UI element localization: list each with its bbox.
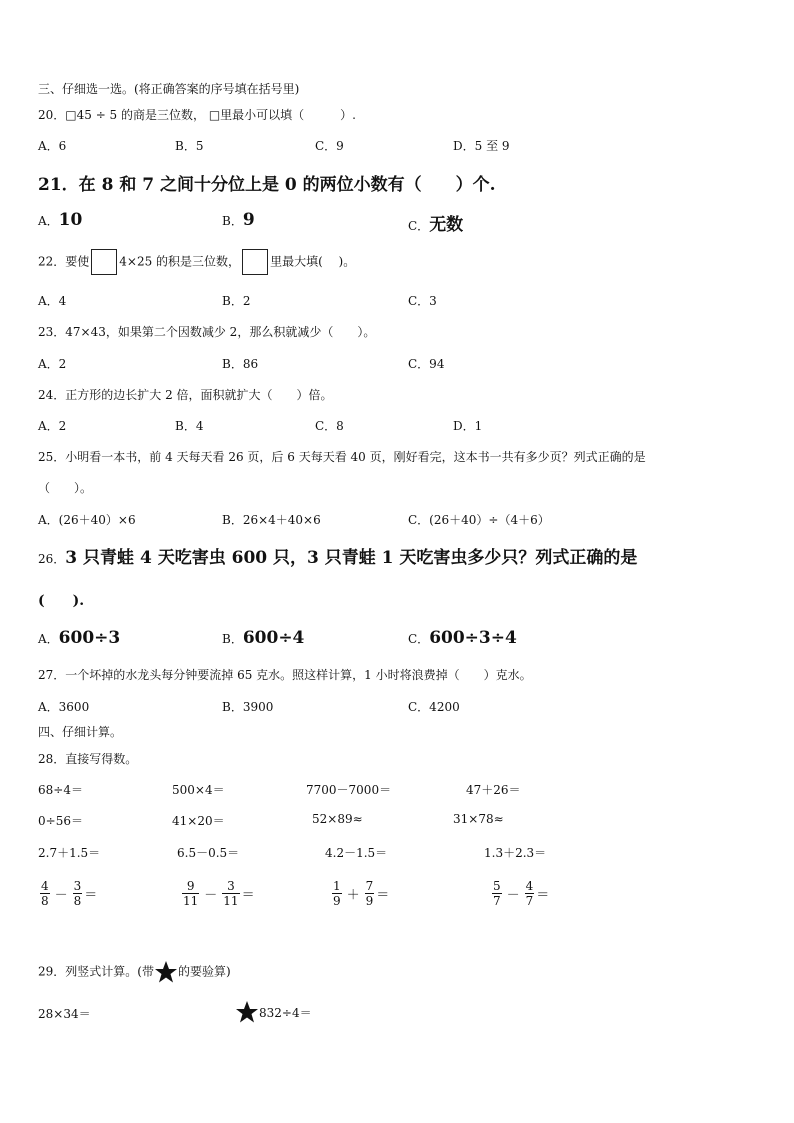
numerator: 4	[41, 879, 49, 893]
operator: －	[506, 888, 520, 903]
numerator: 1	[333, 879, 341, 893]
option-b: B．26×4＋40×6	[222, 513, 321, 527]
option-label: C．	[408, 632, 430, 646]
calc-item: 832÷4＝	[259, 1005, 312, 1020]
calc-item: 1.3＋2.3＝	[484, 846, 547, 860]
equals-sign: ＝	[84, 888, 98, 903]
question-text: 4×25 的积是三位数，	[119, 254, 241, 269]
option-a: A．4	[38, 294, 67, 308]
numerator: 9	[186, 879, 195, 893]
denominator: 9	[365, 894, 374, 908]
numerator: 4	[525, 879, 534, 893]
fraction-expression	[490, 879, 549, 908]
option-value: 10	[58, 210, 83, 230]
denominator: 9	[333, 894, 341, 908]
option-b: B．5	[175, 139, 204, 153]
denominator: 7	[525, 894, 534, 908]
denominator: 7	[493, 894, 501, 908]
question-25: 25．小明看一本书，前 4 天每天看 26 页，后 6 天每天看 40 页，刚好看完，这本书一共有多少页？列式正确的是	[38, 450, 646, 464]
calc-item: 47＋26＝	[466, 783, 521, 797]
fraction	[332, 879, 342, 908]
option-b: B．3900	[222, 700, 274, 714]
section-heading: 四、仔细计算。	[38, 725, 123, 739]
option-c: C．3	[408, 294, 437, 308]
fraction	[365, 879, 375, 908]
equals-sign: ＝	[536, 888, 550, 903]
option-b: B．2	[222, 294, 251, 308]
option-label: B．	[222, 632, 243, 646]
option-label: A．	[38, 214, 59, 228]
fraction	[40, 879, 50, 908]
option-b	[222, 210, 255, 230]
fraction	[222, 879, 239, 908]
calc-item: 7700－7000＝	[306, 783, 392, 797]
option-b: B．86	[222, 357, 259, 371]
question-20: 20．□45 ÷ 5 的商是三位数， □里最小可以填（ ）.	[38, 108, 356, 122]
question-27: 27．一个坏掉的水龙头每分钟要流掉 65 克水。照这样计算，1 小时将浪费掉（ ）克水。	[38, 668, 532, 682]
question-24: 24．正方形的边长扩大 2 倍，面积就扩大（ ）倍。	[38, 388, 333, 402]
option-label: C．	[408, 219, 430, 233]
option-a: A．6	[38, 139, 67, 153]
fraction	[73, 879, 83, 908]
option-c	[408, 210, 463, 235]
numerator: 3	[227, 879, 235, 893]
calc-item: 500×4＝	[172, 783, 225, 797]
denominator: 8	[73, 894, 82, 908]
option-value: 600÷3÷4	[429, 628, 517, 648]
option-a: A．3600	[38, 700, 90, 714]
option-value: 9	[242, 210, 255, 230]
section-heading: 三、仔细选一选。(将正确答案的序号填在括号里)	[38, 82, 300, 96]
option-c: C．(26＋40）÷（4＋6）	[408, 513, 550, 527]
option-a: A．2	[38, 357, 67, 371]
option-label: A．	[38, 632, 59, 646]
operator: ＋	[346, 888, 360, 903]
calc-item: 2.7＋1.5＝	[38, 846, 101, 860]
operator: －	[54, 888, 68, 903]
question-21: 21．在 8 和 7 之间十分位上是 0 的两位小数有（ ）个.	[38, 175, 496, 195]
question-26	[38, 543, 637, 568]
question-23: 23．47×43，如果第二个因数减少 2，那么积就减少（ ）。	[38, 325, 376, 339]
blank-box	[242, 249, 268, 275]
option-a: A．(26＋40）×6	[38, 513, 136, 527]
numerator: 7	[365, 879, 374, 893]
question-28: 28．直接写得数。	[38, 752, 138, 766]
numerator: 3	[73, 879, 82, 893]
option-c	[408, 628, 517, 648]
question-text: 的要验算)	[177, 964, 231, 979]
question-22	[38, 249, 355, 275]
question-29	[38, 960, 231, 984]
option-b: B．4	[175, 419, 204, 433]
option-d: D．5 至 9	[453, 139, 510, 153]
option-label: B．	[222, 214, 243, 228]
star-icon	[235, 1000, 259, 1024]
option-a	[38, 210, 82, 230]
blank-box	[91, 249, 117, 275]
calc-item: 4.2－1.5＝	[325, 846, 388, 860]
question-25-cont: （ ）。	[38, 481, 93, 495]
fraction	[182, 879, 199, 908]
option-b	[222, 628, 304, 648]
calc-item: 0÷56＝	[38, 814, 83, 828]
option-c: C．9	[315, 139, 344, 153]
operator: －	[204, 888, 218, 903]
calc-item: 31×78≈	[453, 812, 504, 826]
equals-sign: ＝	[241, 888, 255, 903]
question-text: 里最大填( )。	[270, 254, 356, 269]
fraction-expression	[180, 879, 255, 908]
calc-item-starred	[235, 1000, 312, 1024]
option-a: A．2	[38, 419, 67, 433]
option-d: D．1	[453, 419, 483, 433]
question-number: 26．	[38, 552, 66, 566]
option-c: C．4200	[408, 700, 460, 714]
equals-sign: ＝	[376, 888, 390, 903]
fraction	[492, 879, 502, 908]
denominator: 8	[41, 894, 49, 908]
option-a	[38, 628, 120, 648]
calc-item: 52×89≈	[312, 812, 363, 826]
calc-item: 41×20＝	[172, 814, 225, 828]
option-value: 600÷3	[58, 628, 121, 648]
calc-item: 28×34＝	[38, 1007, 91, 1021]
question-text: 3 只青蛙 4 天吃害虫 600 只，3 只青蛙 1 天吃害虫多少只？列式正确的是	[65, 548, 638, 568]
denominator: 11	[223, 894, 239, 908]
denominator: 11	[183, 894, 199, 908]
calc-item: 68÷4＝	[38, 783, 83, 797]
numerator: 5	[493, 879, 501, 893]
option-c: C．94	[408, 357, 445, 371]
calc-item: 6.5－0.5＝	[177, 846, 240, 860]
question-text: 22．要使	[38, 254, 90, 269]
question-26-cont: ( ).	[38, 593, 85, 609]
star-icon	[154, 960, 178, 984]
fraction	[525, 879, 535, 908]
fraction-expression	[38, 879, 97, 908]
question-text: 29．列竖式计算。(带	[38, 964, 154, 979]
option-value: 无数	[429, 215, 464, 235]
fraction-expression	[330, 879, 389, 908]
option-value: 600÷4	[242, 628, 305, 648]
option-c: C．8	[315, 419, 344, 433]
